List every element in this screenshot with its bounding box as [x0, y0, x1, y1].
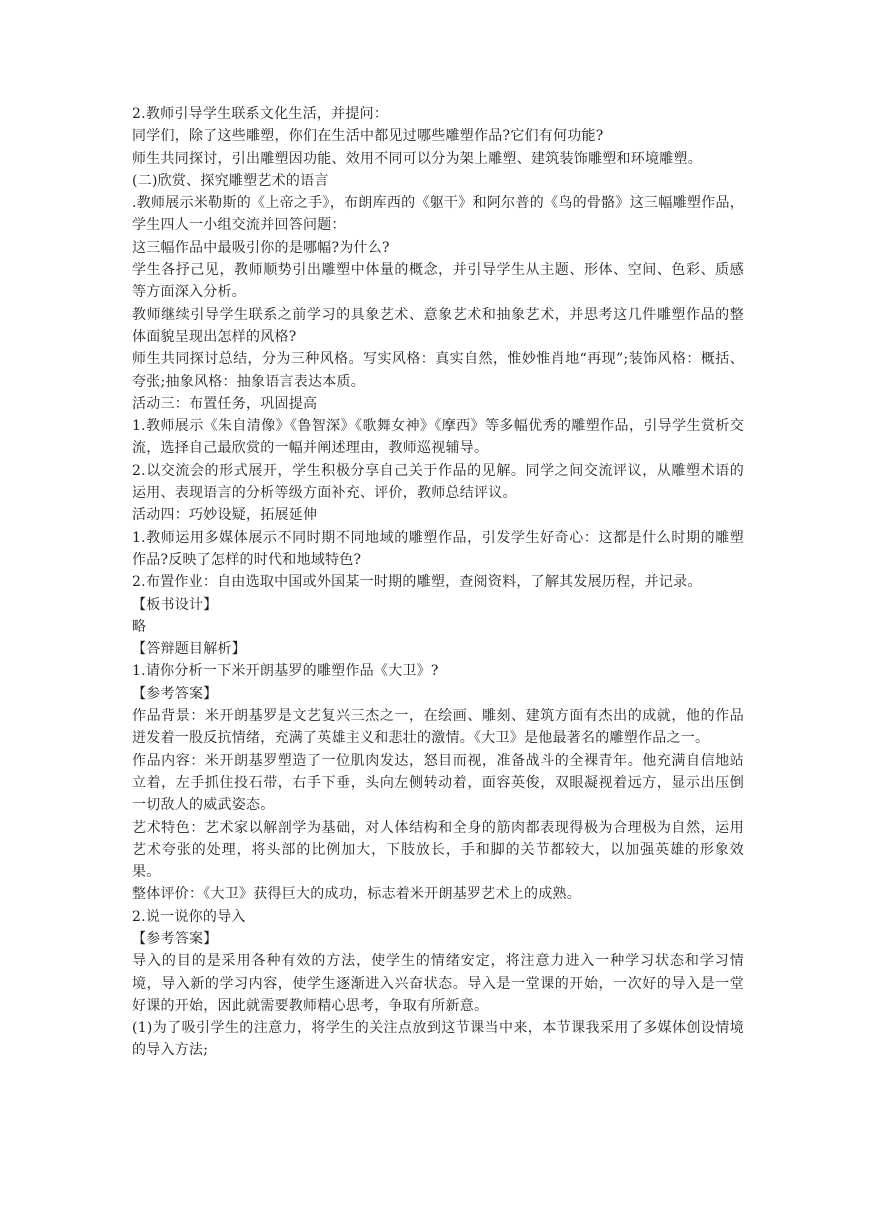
paragraph: 师生共同探讨总结，分为三种风格。写实风格：真实自然，惟妙惟肖地“再现”;装饰风格：概括、夸张;抽象风格：抽象语言表达本质。 [132, 351, 744, 390]
paragraph: 2.布置作业：自由选取中国或外国某一时期的雕塑，查阅资料，了解其发展历程，并记录。 [132, 574, 702, 591]
paragraph: 艺术特色：艺术家以解剖学为基础，对人体结构和全身的筋肉都表现得极为合理极为自然，运用艺术夸张的处理，将头部的比例加大，下肢放长，手和脚的关节都较大，以加强英雄的形象效果。 [132, 819, 744, 881]
paragraph: 2.以交流会的形式展开，学生积极分享自己关于作品的见解。同学之间交流评议，从雕塑术语的运用、表现语言的分析等级方面补充、评价，教师总结评议。 [132, 462, 744, 502]
paragraph: 教师继续引导学生联系之前学习的具象艺术、意象艺术和抽象艺术，并思考这几件雕塑作品的整体面貌呈现出怎样的风格? [132, 306, 744, 345]
paragraph: 2.教师引导学生联系文化生活，并提问： [132, 106, 389, 122]
paragraph: .教师展示米勒斯的《上帝之手》，布朗库西的《躯干》和阿尔普的《鸟的骨骼》这三幅雕塑作品，学生四人一小组交流并回答问题： [132, 195, 744, 234]
paragraph: 1.教师运用多媒体展示不同时期不同地域的雕塑作品，引发学生好奇心：这都是什么时期的雕塑作品?反映了怎样的时代和地域特色? [132, 529, 744, 568]
answer-heading: 【参考答案】 [132, 685, 218, 702]
document-page [132, 103, 744, 1062]
section-heading: 【板书设计】 [132, 596, 218, 613]
paragraph: 同学们，除了这些雕塑，你们在生活中都见过哪些雕塑作品?它们有何功能? [132, 128, 604, 145]
paragraph: 师生共同探讨，引出雕塑因功能、效用不同可以分为架上雕塑、建筑装饰雕塑和环境雕塑。 [132, 150, 702, 167]
paragraph: 略 [132, 618, 147, 635]
section-heading: 【答辩题目解析】 [132, 641, 246, 658]
paragraph: 这三幅作品中最吸引你的是哪幅?为什么? [132, 239, 390, 256]
question: 2.说一说你的导入 [132, 908, 246, 925]
section-heading: (二)欣赏、探究雕塑艺术的语言 [132, 172, 329, 189]
paragraph: 作品内容：米开朗基罗塑造了一位肌肉发达，怒目而视，准备战斗的全裸青年。他充满自信地站立着，左手抓住投石带，右手下垂，头向左侧转动着，面容英俊，双眼凝视着远方，显示出压倒一切敌人的威武姿态。 [132, 752, 744, 814]
answer-heading: 【参考答案】 [132, 930, 218, 947]
paragraph: 整体评价：《大卫》获得巨大的成功，标志着米开朗基罗艺术上的成熟。 [132, 886, 581, 903]
paragraph: (1)为了吸引学生的注意力，将学生的关注点放到这节课当中来，本节课我采用了多媒体创设情境的导入方法; [132, 1020, 744, 1059]
paragraph: 1.教师展示《朱自清像》《鲁智深》《歌舞女神》《摩西》等多幅优秀的雕塑作品，引导学生赏析交流，选择自己最欣赏的一幅并阐述理由，教师巡视辅导。 [132, 418, 744, 457]
question: 1.请你分析一下米开朗基罗的雕塑作品《大卫》? [132, 663, 439, 680]
paragraph: 作品背景：米开朗基罗是文艺复兴三杰之一，在绘画、雕刻、建筑方面有杰出的成就，他的作品迸发着一股反抗情绪，充满了英雄主义和悲壮的激情。《大卫》是他最著名的雕塑作品之一。 [132, 708, 744, 747]
activity-heading: 活动四：巧妙设疑，拓展延伸 [132, 507, 318, 524]
paragraph: 导入的目的是采用各种有效的方法，使学生的情绪安定，将注意力进入一种学习状态和学习情境，导入新的学习内容，使学生逐渐进入兴奋状态。导入是一堂课的开始，一次好的导入是一堂好课的开始，因此就需要教师精心思考，争取有所新意。 [132, 953, 744, 1014]
paragraph: 学生各抒己见，教师顺势引出雕塑中体量的概念，并引导学生从主题、形体、空间、色彩、质感等方面深入分析。 [132, 262, 744, 301]
activity-heading: 活动三：布置任务，巩固提高 [132, 395, 318, 412]
